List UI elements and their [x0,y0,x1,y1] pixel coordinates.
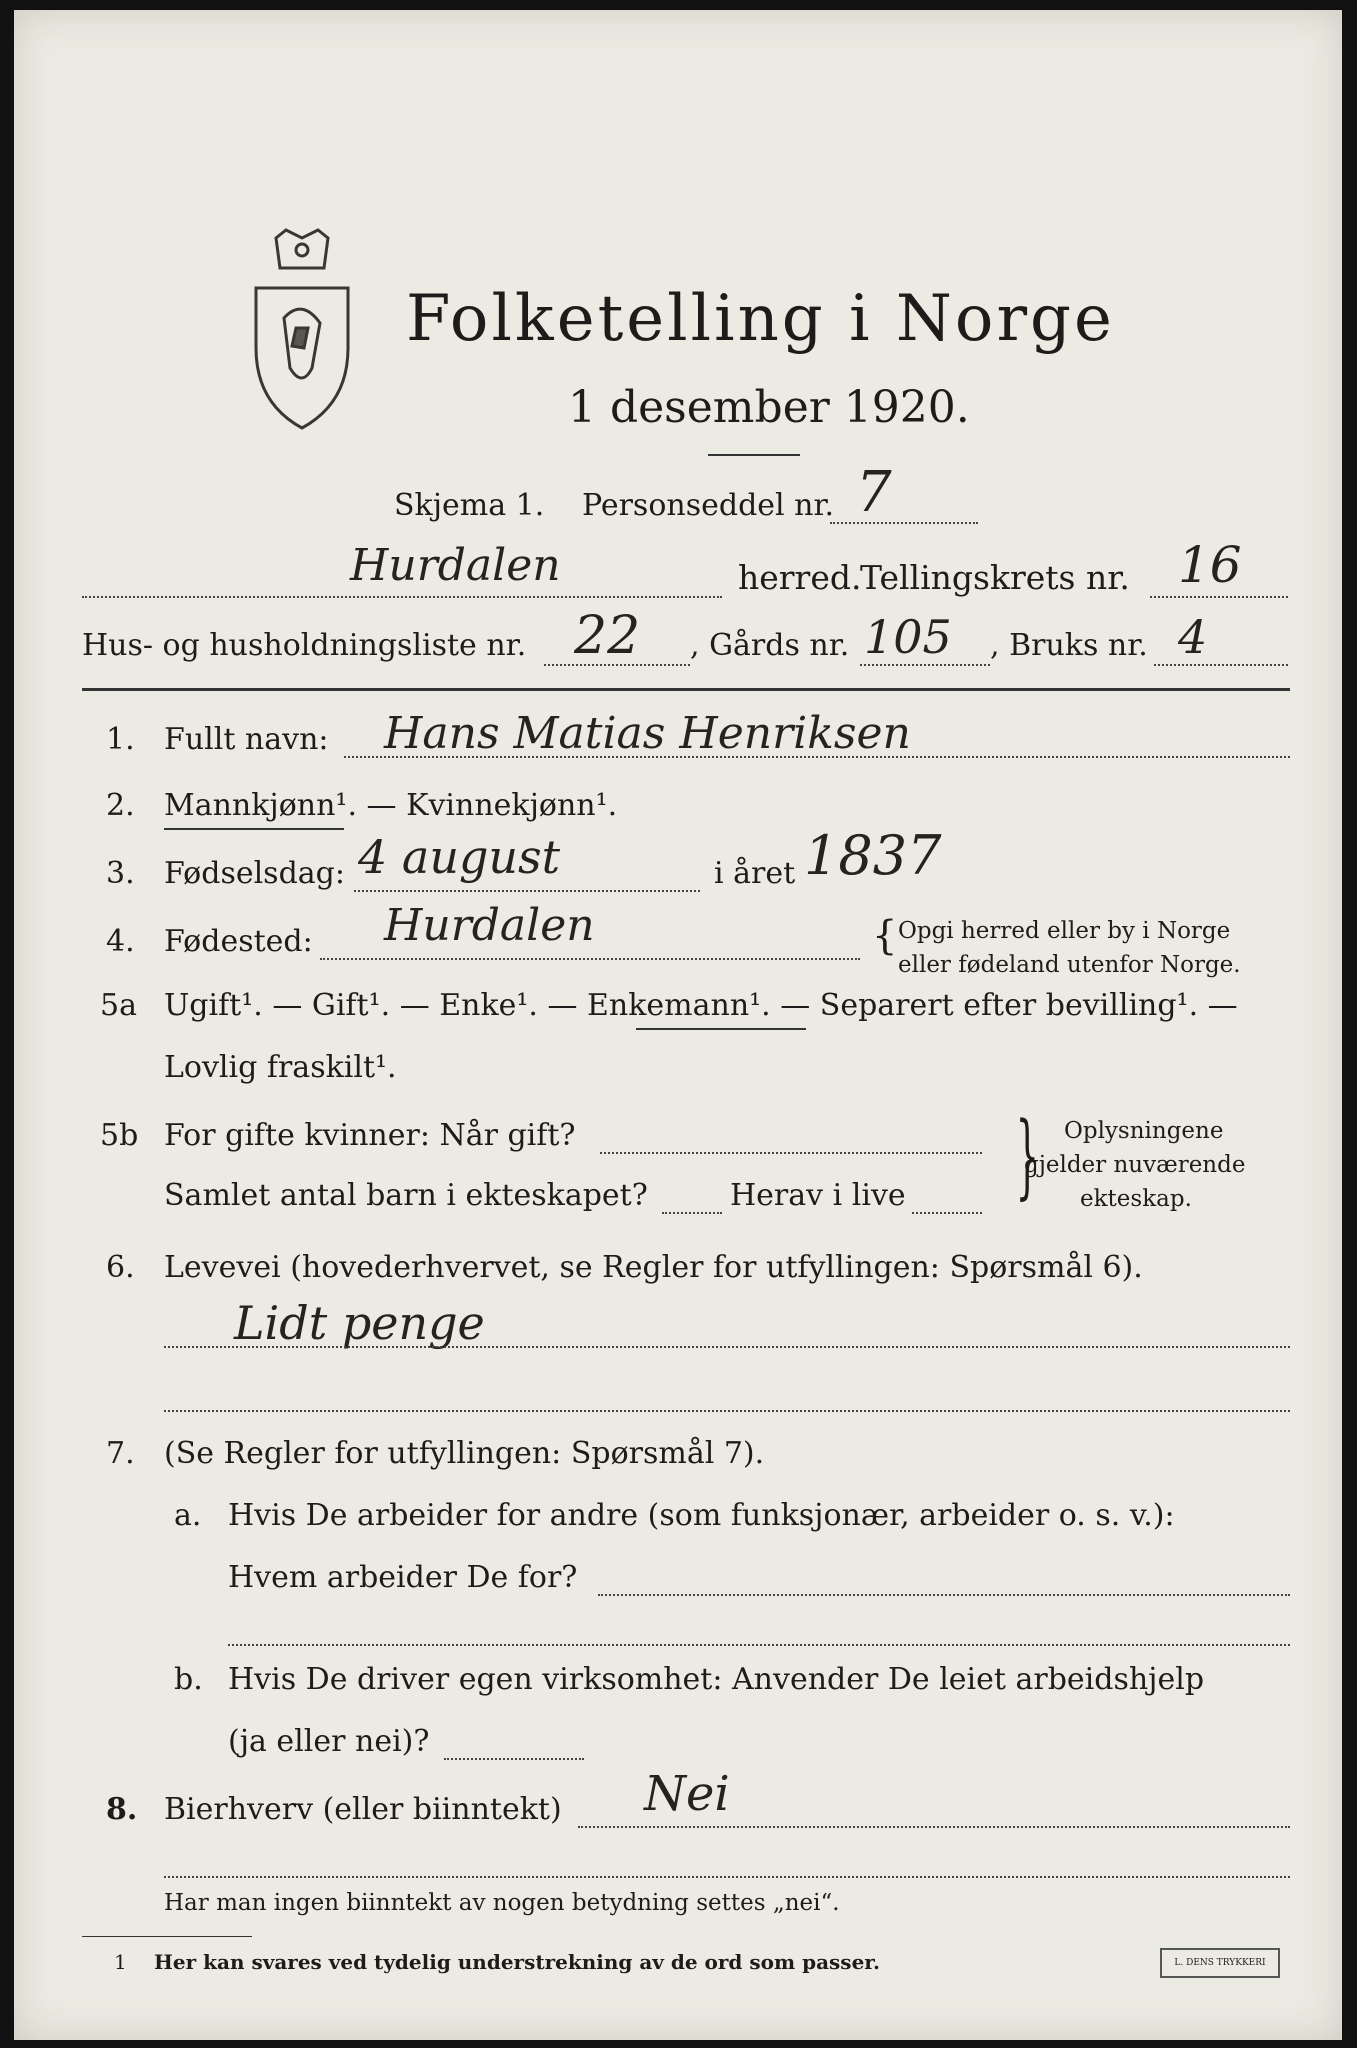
birth-year-value[interactable]: 1837 [804,824,942,887]
birthday-value[interactable]: 4 august [358,830,561,884]
bruks-label: , Bruks nr. [990,628,1148,663]
occupation-value[interactable]: Lidt penge [234,1296,485,1350]
mannkjonn-underline [164,828,344,830]
q1-label: Fullt navn: [164,722,329,757]
hus-label: Hus- og husholdningsliste nr. [82,628,527,663]
personseddel-value[interactable]: 7 [856,460,892,525]
q5b-label-3: Herav i live [730,1178,906,1213]
footnote: Her kan svares ved tydelig understrekning av de ord som passer. [154,1950,880,1974]
census-form-page: Folketelling i Norge 1 desember 1920. Skjema 1. Personseddel nr. 7 Hurdalen herred. Tellingskrets nr. 16 Hus- og husholdningsliste nr. 22 , Gårds nr. 105 , Bruks nr. 4 1. Fullt navn: Hans Matias Henriksen 2. Mannkjønn¹. — Kvinnekjønn¹. 3. Fødselsdag: 4 august i året 1837 4. Fødested: Hurdalen { Opgi herred eller by i Norge eller fødeland utenfor Norge. 5a Ugift¹. — Gift¹. — Enke¹. — Enkemann¹. — Separert efter bevilling¹. — Lovlig fraskilt¹. 5b For gifte kvinner: Når gift? Samlet antal barn i ekteskapet? Herav i live } Oplysningene gjelder nuværende ekteskap. 6. Levevei (hovederhvervet, se Regler for utfyllingen: Spørsmål 6). Lidt penge 7. (Se Regler for utfyllingen: Spørsmål 7). a. Hvis De arbeider for andre (som funksjonær, arbeider o. s. v.): Hvem arbeider De for? b. Hvis De driver egen virksomhet: Anvender De leiet arbeidshjelp (ja eller nei)? 8. Bierhverv (eller biinntekt) Nei Har man ingen biinntekt av nogen betydning settes „nei“. 1 Her kan svares ved tydelig understrekning av de ord som passer. L. DENS TRYKKERI [14,10,1342,2040]
birthplace-note-1: Opgi herred eller by i Norge [898,918,1231,944]
q3-label: Fødselsdag: [164,856,345,891]
personseddel-label: Personseddel nr. [582,488,835,523]
gards-value[interactable]: 105 [864,610,952,664]
herred-label: herred. [738,558,862,597]
enkemann-underline [636,1028,806,1030]
marital-status-options-2: Lovlig fraskilt¹. [164,1050,397,1085]
hus-value[interactable]: 22 [574,606,641,666]
q7-label: (Se Regler for utfyllingen: Spørsmål 7). [164,1436,765,1471]
tellingskrets-value[interactable]: 16 [1178,536,1242,594]
gender-options: Mannkjønn¹. — Kvinnekjønn¹. [164,788,618,823]
q5b-note-3: ekteskap. [1080,1186,1192,1212]
census-date: 1 desember 1920. [568,382,970,433]
q7b-label: Hvis De driver egen virksomhet: Anvender De leiet arbeidshjelp [228,1662,1205,1697]
q7b-label-2: (ja eller nei)? [228,1724,430,1759]
gards-label: , Gårds nr. [690,628,850,663]
title-divider [708,454,800,456]
q7a-label-2: Hvem arbeider De for? [228,1560,578,1595]
side-income-value[interactable]: Nei [644,1766,730,1822]
footer-note: Har man ingen biinntekt av nogen betydning settes „nei“. [164,1890,840,1916]
q8-label: Bierhverv (eller biinntekt) [164,1792,562,1827]
q3-year-label: i året [714,856,796,891]
printer-stamp: L. DENS TRYKKERI [1160,1948,1280,1978]
q6-label: Levevei (hovederhvervet, se Regler for utfyllingen: Spørsmål 6). [164,1250,1143,1285]
skjema-label: Skjema 1. [394,488,545,523]
form-title: Folketelling i Norge [406,282,1115,356]
q4-label: Fødested: [164,924,313,959]
full-name-value[interactable]: Hans Matias Henriksen [384,708,911,759]
q5b-label-2: Samlet antal barn i ekteskapet? [164,1178,648,1213]
marital-status-options: Ugift¹. — Gift¹. — Enke¹. — Enkemann¹. — Separert efter bevilling¹. — [164,988,1238,1023]
tellingskrets-label: Tellingskrets nr. [860,558,1130,597]
q5b-label: For gifte kvinner: Når gift? [164,1118,576,1153]
birthplace-value[interactable]: Hurdalen [384,900,595,951]
header-rule [82,688,1290,691]
birthplace-note-2: eller fødeland utenfor Norge. [898,952,1241,978]
q7a-label: Hvis De arbeider for andre (som funksjonær, arbeider o. s. v.): [228,1498,1175,1533]
q5b-note-1: Oplysningene [1064,1118,1224,1144]
norwegian-coat-of-arms-icon [246,228,358,434]
herred-value[interactable]: Hurdalen [350,540,561,591]
q5b-note-2: gjelder nuværende [1024,1152,1246,1178]
bruks-value[interactable]: 4 [1178,610,1208,664]
